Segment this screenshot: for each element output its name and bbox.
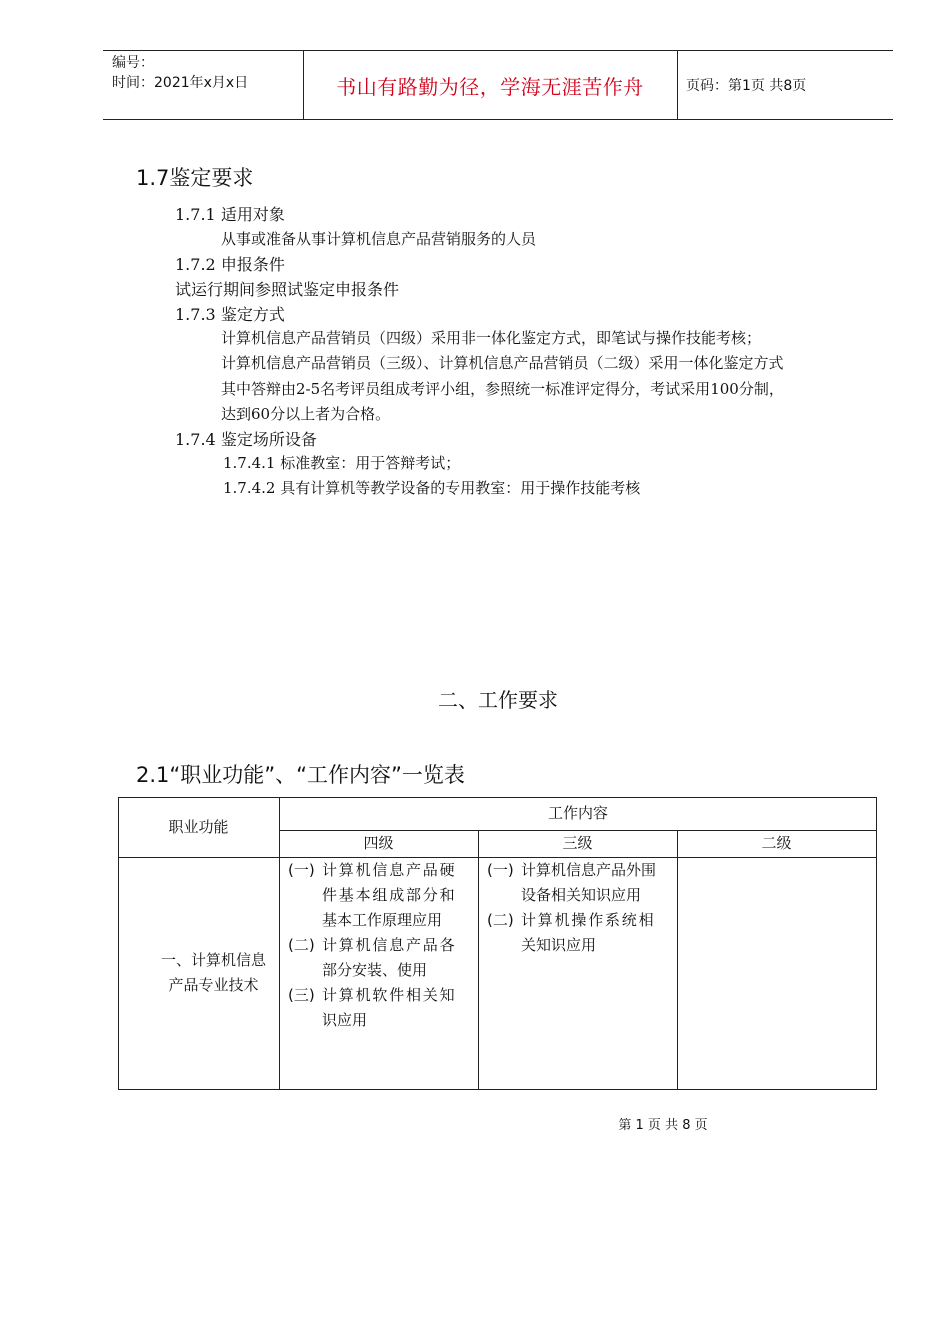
item-line: 识应用 [322, 1011, 368, 1029]
section-title-2-1: 2.1“职业功能”、“工作内容”一览表 [136, 763, 465, 787]
paragraph: 试运行期间参照试鉴定申报条件 [175, 280, 400, 299]
content-item [487, 908, 675, 958]
subsection-1-7-1 [175, 202, 285, 225]
equipment-item [223, 477, 640, 498]
item-line: 计算机软件相关知 [322, 986, 457, 1004]
function-cell [118, 948, 309, 998]
subsection-title: 适用对象 [220, 205, 285, 224]
subsection-title: 鉴定方式 [220, 305, 285, 324]
table-rule [478, 830, 479, 1090]
code-label: 编号： [112, 55, 154, 71]
item-marker: (二) [487, 911, 514, 929]
item-number: 1.7.4.1 [223, 454, 276, 472]
header-level-3: 三级 [562, 834, 593, 852]
table-border [118, 1089, 877, 1090]
item-text: 具有计算机等教学设备的专用教室：用于操作技能考核 [280, 479, 641, 497]
function-line: 一、计算机信息 [160, 951, 266, 969]
subsection-title: 鉴定场所设备 [220, 430, 317, 449]
function-line: 产品专业技术 [168, 976, 259, 994]
item-line: 基本工作原理应用 [322, 911, 443, 929]
number-run: 60 [251, 405, 271, 423]
document-header [103, 50, 893, 120]
item-line: 计算机信息产品硬 [322, 861, 457, 879]
table-border [118, 797, 877, 798]
paragraph-line: 计算机信息产品营销员（三级）、计算机信息产品营销员（二级）采用一体化鉴定方式 [221, 354, 784, 372]
item-marker: (二) [288, 936, 315, 954]
content-item [288, 983, 476, 1033]
text-run: 分制， [738, 380, 784, 398]
table-border [876, 797, 877, 1090]
subsection-1-7-2 [175, 252, 285, 275]
paragraph: 从事或准备从事计算机信息产品营销服务的人员 [221, 230, 537, 248]
subsection-number: 1.7.1 [175, 205, 216, 224]
subsection-title: 申报条件 [220, 255, 285, 274]
text-run: 其中答辩由 [221, 380, 297, 398]
equipment-item [223, 452, 460, 473]
subsection-number: 1.7.2 [175, 255, 216, 274]
function-content-table [118, 797, 877, 1090]
content-item [288, 933, 476, 983]
number-run: 100 [710, 380, 739, 398]
content-item [288, 858, 476, 933]
item-marker: (一) [487, 861, 514, 879]
subsection-number: 1.7.3 [175, 305, 216, 324]
subsection-1-7-3 [175, 302, 285, 325]
item-marker: (三) [288, 986, 315, 1004]
header-content: 工作内容 [547, 804, 608, 822]
item-number: 1.7.4.2 [223, 479, 276, 497]
item-line: 计算机操作系统相 [521, 911, 656, 929]
item-line: 件基本组成部分和 [322, 886, 457, 904]
subsection-number: 1.7.4 [175, 430, 216, 449]
item-marker: (一) [288, 861, 315, 879]
header-motto: 书山有路勤为径，学海无涯苦作舟 [336, 75, 644, 99]
item-line: 设备相关知识应用 [521, 886, 642, 904]
item-line: 部分安装、使用 [322, 961, 428, 979]
page-footer: 第 1 页 共 8 页 [618, 1118, 708, 1133]
text-run: 名考评员组成考评小组，参照统一标准评定得分，考试采用 [320, 380, 711, 398]
section-title-1-7: 1.7鉴定要求 [136, 166, 254, 190]
item-line: 关知识应用 [521, 936, 597, 954]
text-run: 分以上者为合格。 [270, 405, 391, 423]
header-divider [677, 51, 678, 119]
content-item [487, 858, 675, 908]
item-line: 计算机信息产品各 [322, 936, 457, 954]
paragraph-line [221, 403, 390, 424]
paragraph-line [221, 378, 784, 399]
text-run: 达到 [221, 405, 252, 423]
item-text: 标准教室：用于答辩考试； [280, 454, 461, 472]
header-function: 职业功能 [168, 818, 229, 836]
header-level-4: 四级 [363, 834, 394, 852]
subsection-1-7-4 [175, 427, 317, 450]
time-label: 时间：2021年x月x日 [112, 75, 249, 91]
item-line: 计算机信息产品外围 [521, 861, 657, 879]
table-border [118, 797, 119, 1090]
header-meta [112, 53, 248, 93]
number-run: 2-5 [296, 380, 321, 398]
header-level-2: 二级 [761, 834, 792, 852]
header-page-label: 页码：第1页 共8页 [686, 78, 807, 94]
paragraph-line: 计算机信息产品营销员（四级）采用非一体化鉴定方式，即笔试与操作技能考核； [221, 329, 762, 347]
table-rule [677, 830, 678, 1090]
part-title: 二、工作要求 [438, 688, 558, 712]
